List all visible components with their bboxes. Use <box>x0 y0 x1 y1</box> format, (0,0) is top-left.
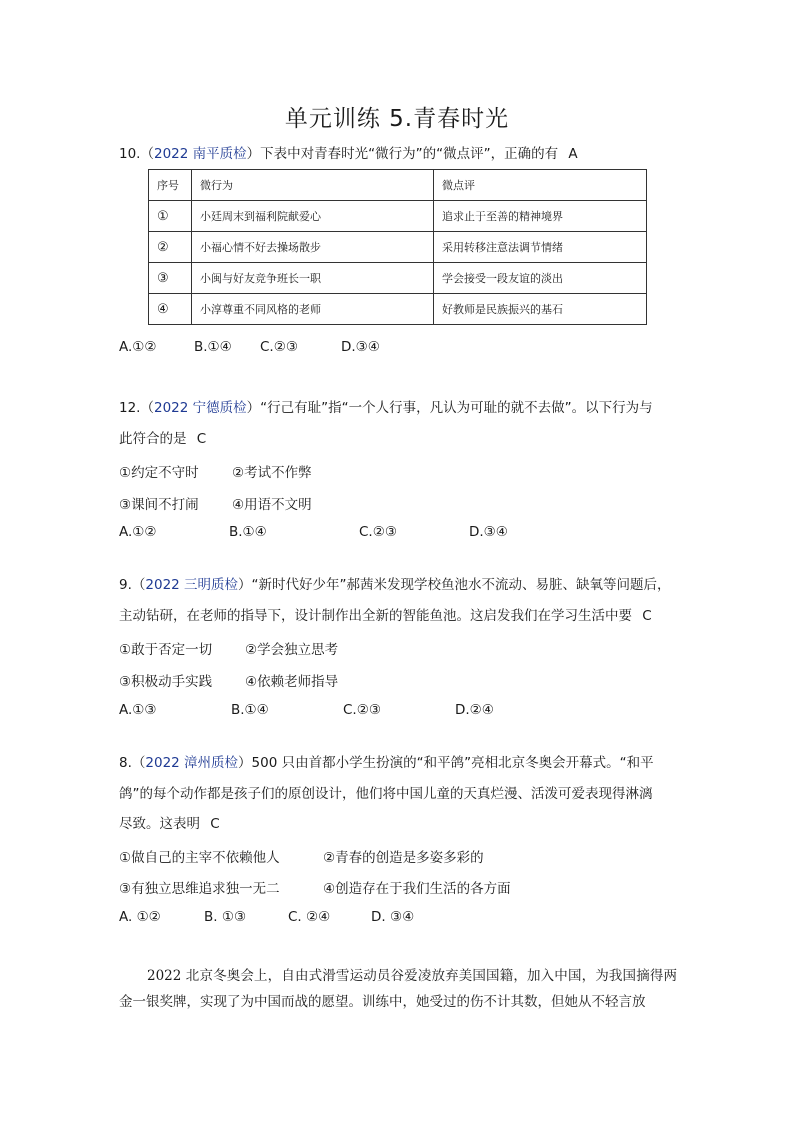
q12-item-2: ②考试不作弊 <box>232 465 312 481</box>
q8-stem-line3 <box>119 815 220 833</box>
table-row <box>149 263 647 294</box>
page-title: 单元训练 5.青春时光 <box>284 106 510 132</box>
q12-stem-text: ）“行己有耻”指“一个人行事，凡认为可耻的就不去做”。以下行为与 <box>246 400 653 416</box>
q12-option-d: D.③④ <box>469 524 508 540</box>
q9-item-3: ③积极动手实践 <box>119 674 213 690</box>
q12-answer: C <box>196 431 207 447</box>
q12-item-4: ④用语不文明 <box>232 497 312 513</box>
table-header-row <box>149 170 647 201</box>
q10-answer: A <box>568 146 578 162</box>
q12-item-3: ③课间不打闹 <box>119 497 199 513</box>
q9-option-c: C.②③ <box>343 702 381 718</box>
table-header-cell: 序号 <box>149 170 192 201</box>
passage-paragraph: 2022 北京冬奥会上，自由式滑雪运动员谷爱凌放弃美国国籍，加入中国，为我国摘得两金一银奖牌，实现了为中国而战的愿望。训练中，她受过的伤不计其数，但她从不轻言放 <box>119 968 677 1010</box>
table-cell: 小淳尊重不同风格的老师 <box>192 294 434 325</box>
table-row <box>149 201 647 232</box>
table-cell: 小福心情不好去操场散步 <box>192 232 434 263</box>
q10-table <box>148 169 647 325</box>
q8-item-4: ④创造存在于我们生活的各方面 <box>323 881 511 897</box>
q12-stem-line2 <box>119 430 206 448</box>
q8-item-1: ①做自己的主宰不依赖他人 <box>119 850 280 866</box>
q9-stem-line1 <box>119 576 671 594</box>
q8-stem-text-3: 尽致。这表明 <box>119 816 200 832</box>
table-cell: 小闽与好友竞争班长一职 <box>192 263 434 294</box>
q9-stem-text-2: 主动钻研，在老师的指导下，设计制作出全新的智能鱼池。这启发我们在学习生活中要 <box>119 608 632 624</box>
table-row <box>149 294 647 325</box>
q9-option-a: A.①③ <box>119 702 157 718</box>
q8-source: 2022 漳州质检 <box>145 755 239 771</box>
q12-number: 12.（ <box>119 400 154 416</box>
q12-stem-line1 <box>119 399 653 417</box>
q10-option-b: B.①④ <box>194 339 232 355</box>
q9-number: 9.（ <box>119 577 146 593</box>
q12-option-a: A.①② <box>119 524 157 540</box>
table-cell: 学会接受一段友谊的淡出 <box>434 263 647 294</box>
q9-stem-line2 <box>119 607 652 625</box>
table-row <box>149 232 647 263</box>
q9-stem-text: ）“新时代好少年”郝茜米发现学校鱼池水不流动、易脏、缺氧等问题后， <box>238 577 671 593</box>
q12-item-1: ①约定不守时 <box>119 465 199 481</box>
q9-item-1: ①敢于否定一切 <box>119 642 213 658</box>
q8-stem-line1 <box>119 754 654 772</box>
table-cell: 小廷周末到福利院献爱心 <box>192 201 434 232</box>
q9-source: 2022 三明质检 <box>145 577 239 593</box>
q8-option-d: D. ③④ <box>371 909 415 925</box>
q9-answer: C <box>642 608 652 624</box>
q8-option-c: C. ②④ <box>288 909 331 925</box>
q8-stem-line2 <box>119 785 653 803</box>
q9-item-4: ④依赖老师指导 <box>245 674 339 690</box>
q9-item-2: ②学会独立思考 <box>245 642 339 658</box>
q8-answer: C <box>210 816 220 832</box>
q10-option-c: C.②③ <box>260 339 298 355</box>
q8-number: 8.（ <box>119 755 146 771</box>
q10-stem-text: ）下表中对青春时光“微行为”的“微点评”，正确的有 <box>246 146 559 162</box>
q12-option-c: C.②③ <box>359 524 397 540</box>
table-cell: ③ <box>149 263 192 294</box>
table-cell: ④ <box>149 294 192 325</box>
q8-item-3: ③有独立思维追求独一无二 <box>119 881 280 897</box>
q8-item-2: ②青春的创造是多姿多彩的 <box>323 850 484 866</box>
q12-stem-text-2: 此符合的是 <box>119 431 187 447</box>
table-cell: 采用转移注意法调节情绪 <box>434 232 647 263</box>
q8-stem-text: ）500 只由首都小学生扮演的“和平鸽”亮相北京冬奥会开幕式。“和平 <box>238 755 654 771</box>
q8-option-b: B. ①③ <box>204 909 247 925</box>
q9-option-d: D.②④ <box>455 702 494 718</box>
table-cell: ② <box>149 232 192 263</box>
q10-option-a: A.①② <box>119 339 157 355</box>
q9-option-b: B.①④ <box>231 702 269 718</box>
q10-source: 2022 南平质检 <box>153 146 247 162</box>
q10-number: 10.（ <box>119 146 154 162</box>
q12-option-b: B.①④ <box>229 524 267 540</box>
q8-stem-text-2: 鸽”的每个动作都是孩子们的原创设计，他们将中国儿童的天真烂漫、活泼可爱表现得淋漓 <box>119 786 653 802</box>
table-cell: 好教师是民族振兴的基石 <box>434 294 647 325</box>
q12-source: 2022 宁德质检 <box>153 400 247 416</box>
table-header-cell: 微点评 <box>434 170 647 201</box>
table-cell: ① <box>149 201 192 232</box>
q10-stem <box>119 145 578 163</box>
q10-option-d: D.③④ <box>341 339 380 355</box>
table-header-cell: 微行为 <box>192 170 434 201</box>
table-cell: 追求止于至善的精神境界 <box>434 201 647 232</box>
q8-option-a: A. ①② <box>119 909 161 925</box>
